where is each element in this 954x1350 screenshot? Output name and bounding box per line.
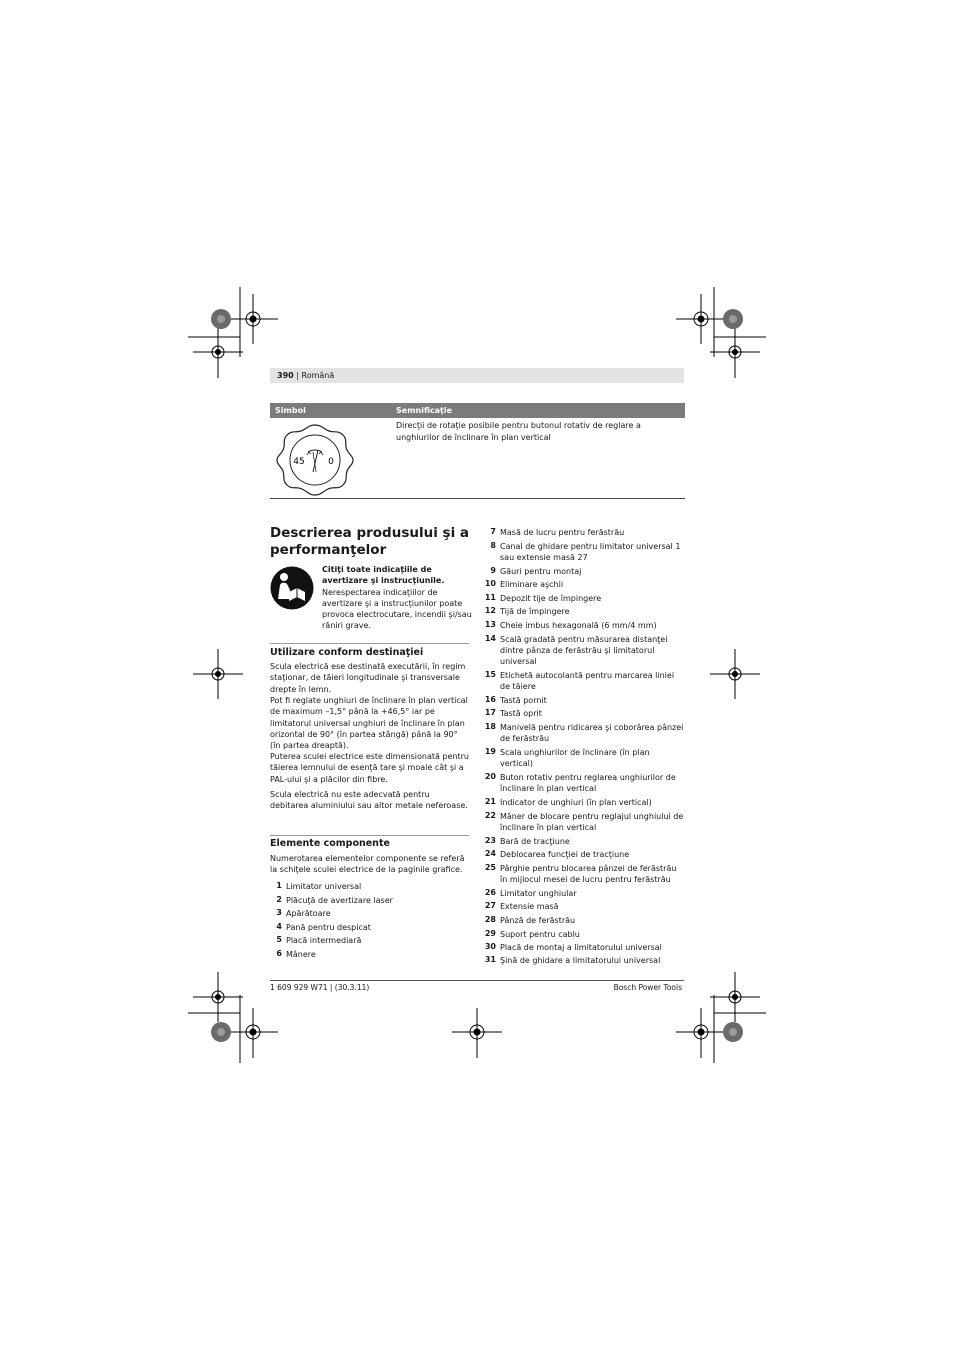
components-heading: Elemente componente [270, 838, 390, 849]
item-number: 1 [276, 881, 282, 890]
item-text: Extensie masă [500, 902, 559, 911]
list-item [484, 955, 684, 966]
item-text: Manivelă pentru ridicarea şi coborârea pânzei de ferăstrău [500, 723, 684, 743]
list-item [484, 888, 684, 899]
item-number: 4 [276, 921, 282, 931]
list-item [490, 566, 684, 577]
item-number: 14 [484, 634, 496, 643]
list-item [484, 606, 684, 617]
item-number: 13 [484, 620, 496, 629]
item-number: 5 [276, 935, 282, 944]
item-number: 26 [484, 888, 496, 897]
list-item [484, 593, 684, 604]
item-text: Suport pentru cablu [500, 930, 580, 939]
list-item [276, 935, 471, 946]
intended-use-p4: Scula electrică nu este adecvată pentru debitarea aluminiului sau altor metale neferoase. [270, 790, 468, 811]
item-text: Limitator unghiular [500, 889, 577, 898]
item-number: 2 [276, 894, 282, 904]
list-item [276, 908, 471, 919]
intended-use-p2: Pot fi reglate unghiuri de înclinare în plan vertical de maximum –1,5° până la +46,5° iar pe limitatorul universal unghiuri de înclinare în plan orizontal de 90° (în partea stângă) până la 90° (în partea dreaptă). [270, 696, 468, 751]
item-text: Bară de tracţiune [500, 837, 570, 846]
list-item [484, 863, 684, 885]
item-text: Plăcuţă de avertizare laser [286, 895, 393, 905]
list-item [484, 901, 684, 912]
dial-label-right: 0 [328, 457, 334, 467]
item-text: Indicator de unghiuri (în plan vertical) [500, 798, 652, 807]
list-item [484, 797, 684, 808]
item-text: Depozit tije de împingere [500, 594, 602, 603]
list-item [276, 921, 471, 933]
item-text: Cheie imbus hexagonală (6 mm/4 mm) [500, 621, 657, 630]
col-meaning: Semnificaţie [396, 406, 453, 415]
list-item [484, 634, 684, 667]
rotary-knob-icon [276, 422, 354, 496]
rule-components [270, 835, 469, 836]
item-text: Mâner de blocare pentru reglajul unghiului de înclinare în plan vertical [500, 812, 684, 832]
read-manual-icon [270, 566, 314, 610]
list-item [484, 836, 684, 847]
item-text: Tijă de împingere [500, 607, 570, 616]
list-item [490, 527, 684, 538]
footer-rule [270, 980, 684, 981]
item-text: Pânză de ferăstrău [500, 916, 576, 925]
list-item [490, 541, 684, 563]
footer-doc-id: 1 609 929 W71 | (30.3.11) [270, 983, 370, 992]
item-text: Eliminare aşchii [500, 580, 564, 589]
list-item [484, 929, 684, 940]
item-number: 31 [484, 955, 496, 964]
header-separator: | [296, 371, 302, 380]
item-text: Deblocarea funcţiei de tracţiune [500, 850, 630, 859]
item-number: 20 [484, 772, 496, 781]
item-number: 7 [490, 527, 496, 536]
symbol-meaning: Direcţii de rotaţie posibile pentru butonul rotativ de reglare a unghiurilor de înclinare în plan vertical [396, 421, 641, 442]
footer-brand: Bosch Power Tools [613, 983, 682, 992]
item-number: 23 [484, 836, 496, 845]
symbol-table-header [270, 403, 685, 418]
col-symbol: Simbol [275, 406, 306, 415]
list-item [484, 708, 684, 719]
intended-use-p1: Scula electrică ese destinată executării, în regim staţionar, de tăieri longitudinale şi transversale drepte în lemn. [270, 662, 466, 694]
item-number: 30 [484, 942, 496, 951]
list-item [484, 695, 684, 706]
item-text: Apărătoare [286, 909, 331, 918]
list-item [484, 579, 684, 590]
list-item [484, 747, 684, 769]
item-text: Pană pentru despicat [286, 922, 371, 932]
item-number: 10 [484, 579, 496, 588]
warning-bold: Citiţi toate indicaţiile de avertizare şi instrucţiunile. [322, 565, 445, 586]
item-number: 9 [490, 566, 496, 575]
list-item [276, 894, 471, 906]
list-item [276, 881, 471, 892]
rule-intended-use [270, 643, 469, 644]
item-text: Găuri pentru montaj [500, 567, 582, 576]
components-intro: Numerotarea elementelor componente se referă la schiţele sculei electrice de la paginile grafice. [270, 854, 465, 875]
warning-text [322, 564, 472, 632]
item-text: Mânere [286, 949, 316, 959]
item-text: Placă de montaj a limitatorului universal [500, 943, 662, 952]
item-number: 3 [276, 908, 282, 917]
page-header [270, 368, 684, 383]
item-text: Masă de lucru pentru ferăstrău [500, 528, 625, 537]
item-number: 6 [276, 948, 282, 958]
header-language: Română [301, 371, 335, 380]
list-item [484, 942, 684, 953]
list-item [484, 772, 684, 794]
list-item [484, 915, 684, 926]
intended-use-p3: Puterea sculei electrice este dimensionată pentru tăierea lemnului de esenţă tare şi moale cât şi a PAL-ului şi a plăcilor din fibre. [270, 752, 469, 784]
item-number: 18 [484, 722, 496, 731]
item-text: Limitator universal [286, 882, 362, 891]
item-number: 25 [484, 863, 496, 872]
item-text: Etichetă autocolantă pentru marcarea liniei de tăiere [500, 671, 675, 691]
item-text: Canal de ghidare pentru limitator universal 1 sau extensie masă 27 [500, 542, 681, 562]
item-number: 21 [484, 797, 496, 806]
item-number: 8 [490, 541, 496, 550]
intended-use-heading: Utilizare conform destinaţiei [270, 647, 424, 658]
page-number: 390 [277, 371, 294, 380]
item-number: 11 [484, 593, 496, 602]
item-text: Tastă oprit [500, 709, 542, 718]
list-item [276, 948, 471, 960]
list-item [484, 722, 684, 744]
item-text: Tastă pornit [500, 696, 547, 705]
section-title: Descrierea produsului şi a performanţelor [270, 525, 470, 558]
item-number: 16 [484, 695, 496, 704]
item-text: Placă intermediară [286, 936, 362, 945]
list-item [484, 811, 684, 833]
item-text: Scală gradată pentru măsurarea distanţei dintre pânza de ferăstrău şi limitatorul universal [500, 635, 668, 666]
item-number: 22 [484, 811, 496, 820]
list-item [484, 849, 684, 860]
item-number: 19 [484, 747, 496, 756]
item-number: 27 [484, 901, 496, 910]
warning-body: Nerespectarea indicaţiilor de avertizare şi a instrucţiunilor poate provoca electrocutare, incendii şi/sau răniri grave. [322, 587, 472, 631]
dial-label-left: 45 [293, 457, 305, 467]
item-text: Scala unghiurilor de înclinare (în plan vertical) [500, 748, 650, 768]
item-text: Şină de ghidare a limitatorului universal [500, 956, 661, 965]
list-item [484, 670, 684, 692]
item-number: 29 [484, 929, 496, 938]
table-bottom-rule [270, 498, 685, 499]
item-text: Pârghie pentru blocarea pânzei de ferăstrău în mijlocul mesei de lucru pentru ferăstrău [500, 864, 677, 884]
list-item [484, 620, 684, 631]
item-number: 24 [484, 849, 496, 858]
item-text: Buton rotativ pentru reglarea unghiurilor de înclinare în plan vertical [500, 773, 676, 793]
item-number: 17 [484, 708, 496, 717]
item-number: 15 [484, 670, 496, 679]
item-number: 12 [484, 606, 496, 615]
item-number: 28 [484, 915, 496, 924]
